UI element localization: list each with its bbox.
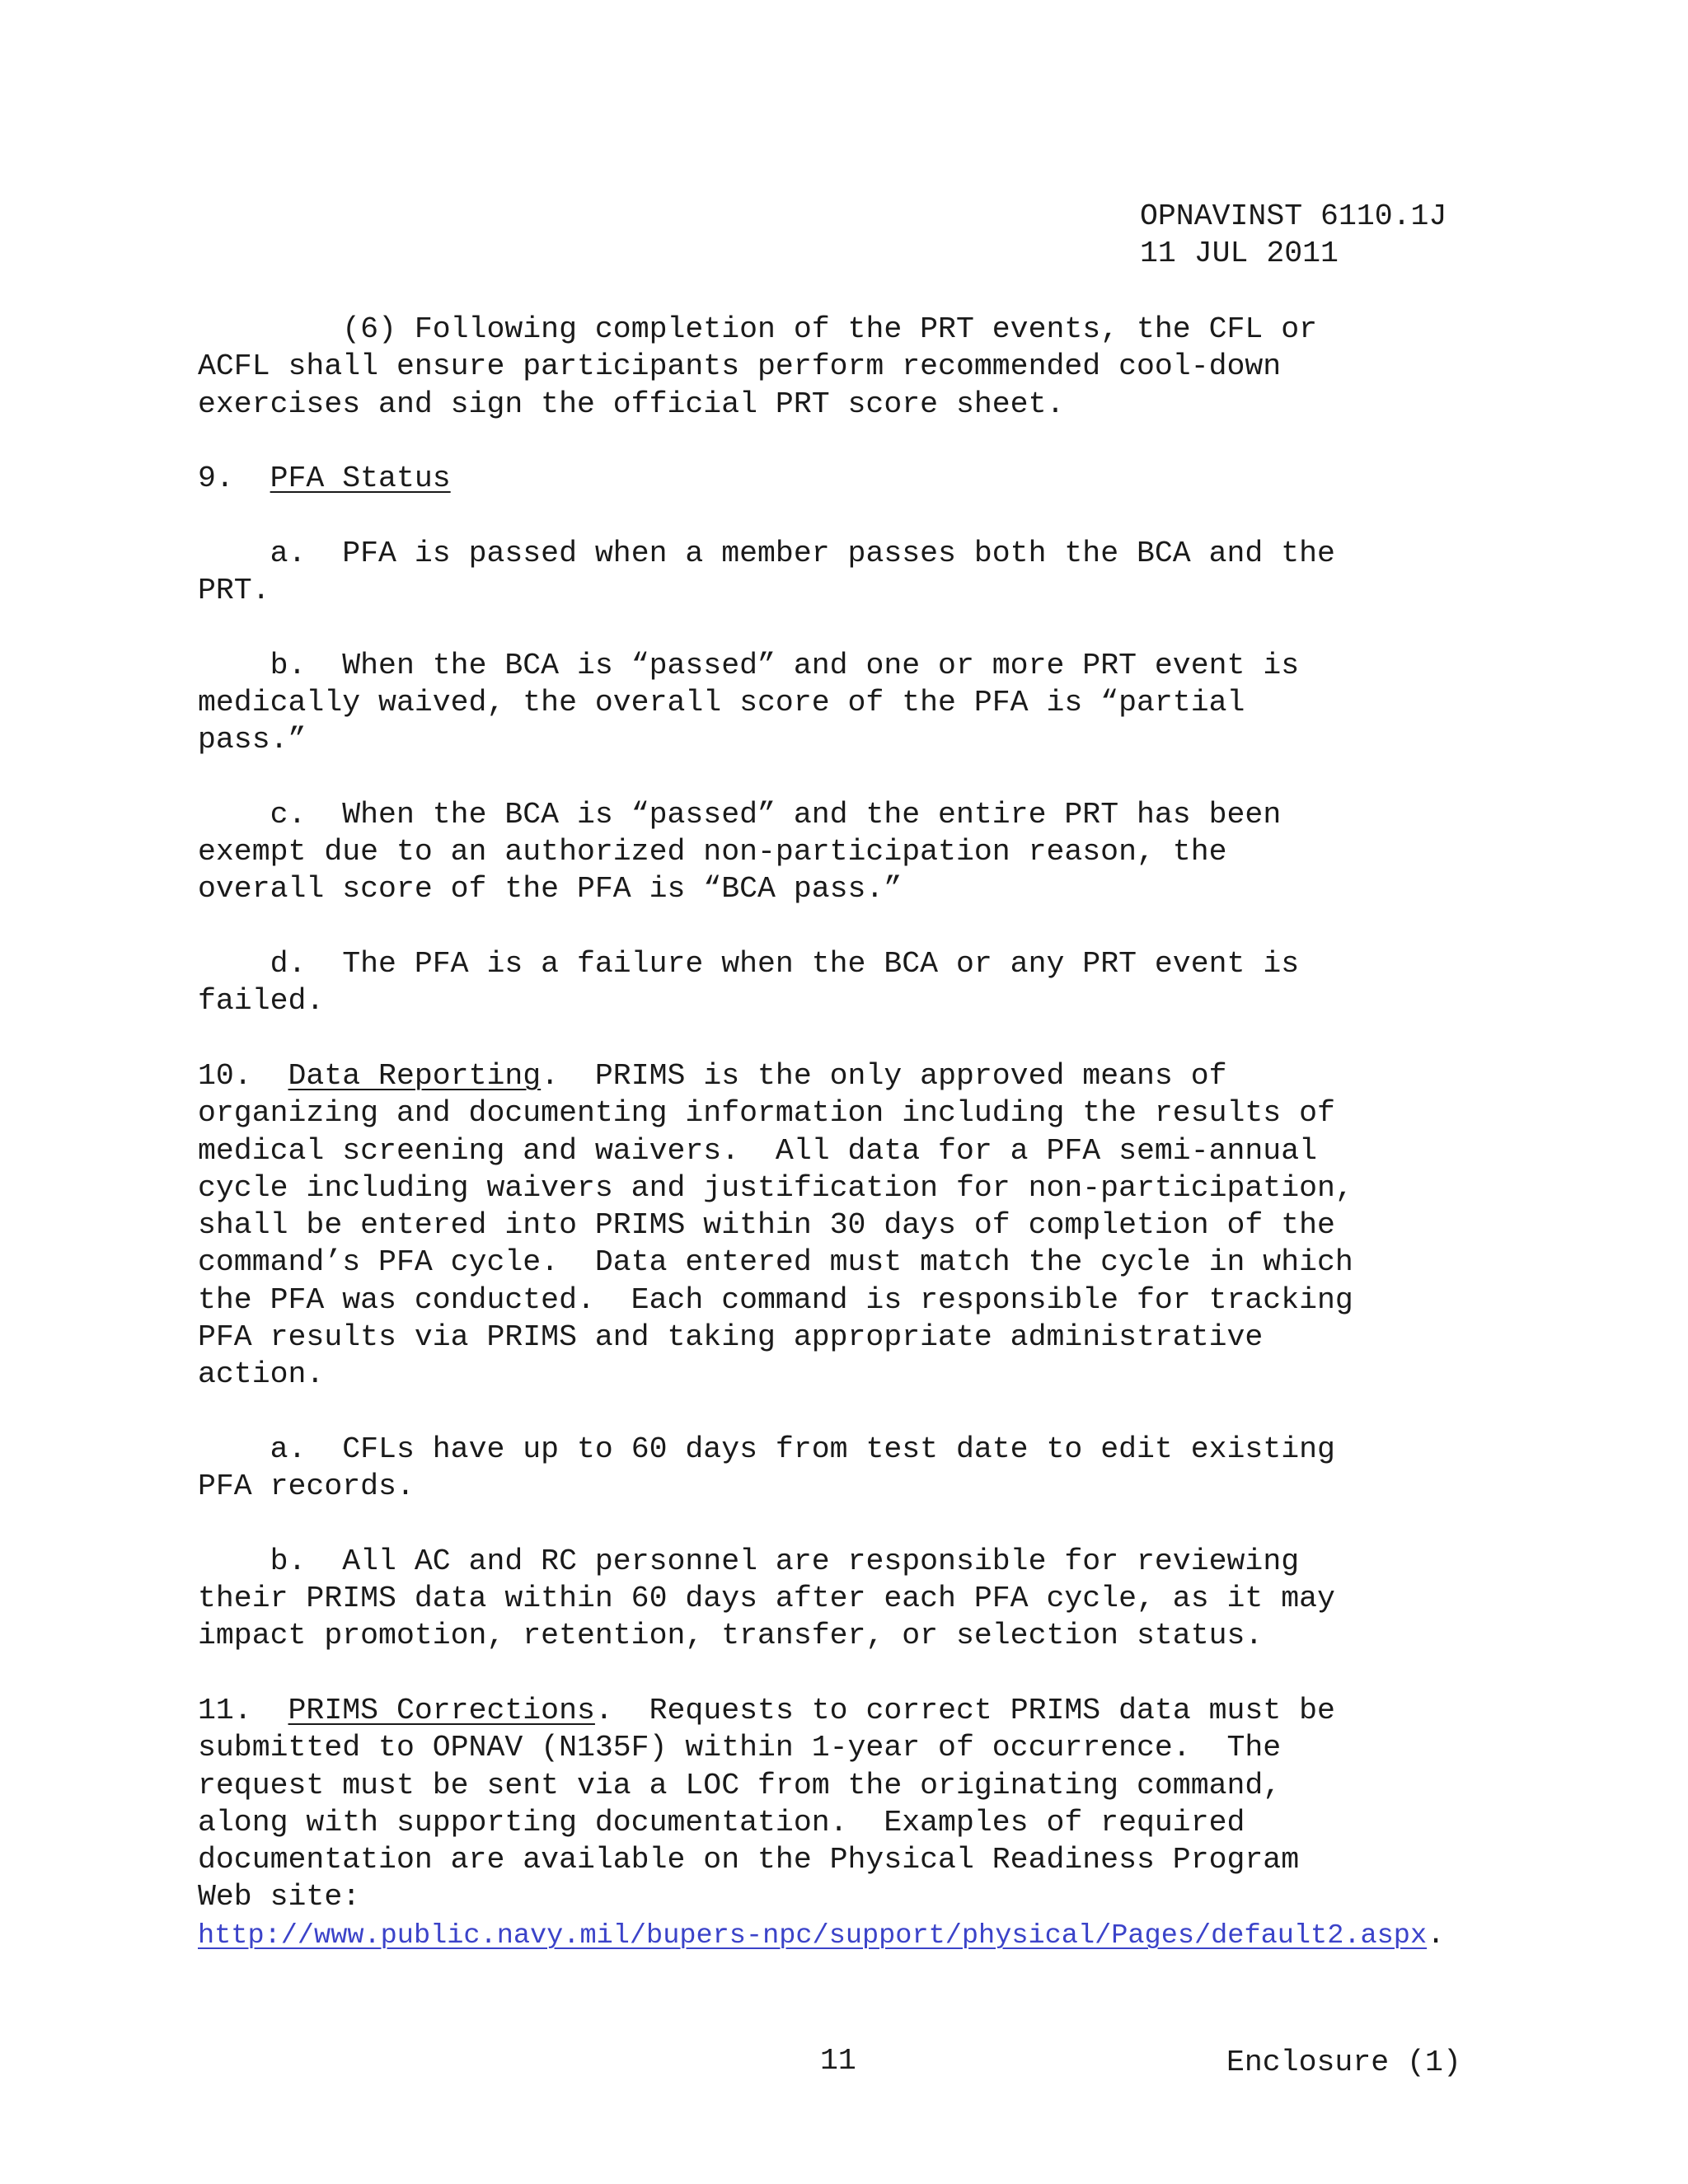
section-9-title: PFA Status [270,462,451,496]
section-11-title: PRIMS Corrections [288,1693,595,1727]
section-10-body: . PRIMS is the only approved means of organizing and documenting information including the results of medical screening and waivers. All data for a PFA semi-annual cycle including waivers and justification for non-participation, shall be entered into PRIMS within 30 days of completion of the command’s PFA cycle. Data entered must match the cycle in which the PFA was conducted. Each command is responsible for tracking PFA results via PRIMS and taking appropriate administrative action. [198,1058,1353,1392]
section-9-number: 9. [198,462,270,496]
instruction-number: OPNAVINST 6110.1J [1140,199,1447,233]
enclosure-label: Enclosure (1) [1226,2046,1461,2079]
section-9b: b. When the BCA is “passed” and one or more PRT event is medically waived, the overall score of the PFA is “partial pass.” [198,648,1300,757]
document-body [198,311,1484,1955]
section-10-title: Data Reporting [288,1058,542,1093]
page-number: 11 [820,2044,856,2078]
section-11-body: . Requests to correct PRIMS data must be submitted to OPNAV (N135F) within 1-year of occurrence. The request must be sent via a LOC from the originating command, along with supporting documentation. Examples of required documentation are available on the Physical Readiness Program Web site: [198,1693,1335,1915]
section-9c: c. When the BCA is “passed” and the entire PRT has been exempt due to an authorized non-participation reason, the overall score of the PFA is “BCA pass.” [198,797,1282,907]
section-10a: a. CFLs have up to 60 days from test date to edit existing PFA records. [198,1432,1335,1504]
section-11-end: . [1427,1917,1446,1952]
section-10 [198,1057,1484,1394]
document-header [1140,198,1447,272]
instruction-date: 11 JUL 2011 [1140,237,1339,270]
paragraph-6: (6) Following completion of the PRT events, the CFL or ACFL shall ensure participants perform recommended cool-down exercises and sign the official PRT score sheet. [198,312,1318,421]
section-10-number: 10. [198,1058,288,1093]
section-11 [198,1692,1484,1955]
section-10b: b. All AC and RC personnel are responsible for reviewing their PRIMS data within 60 days after each PFA cycle, as it may impact promotion, retention, transfer, or selection status. [198,1544,1335,1653]
section-9d: d. The PFA is a failure when the BCA or any PRT event is failed. [198,947,1300,1019]
physical-readiness-link[interactable]: http://www.public.navy.mil/bupers-npc/support/physical/Pages/default2.aspx [198,1919,1428,1952]
section-11-number: 11. [198,1693,288,1727]
section-9-heading [198,460,1484,497]
section-9a: a. PFA is passed when a member passes both the BCA and the PRT. [198,536,1335,608]
